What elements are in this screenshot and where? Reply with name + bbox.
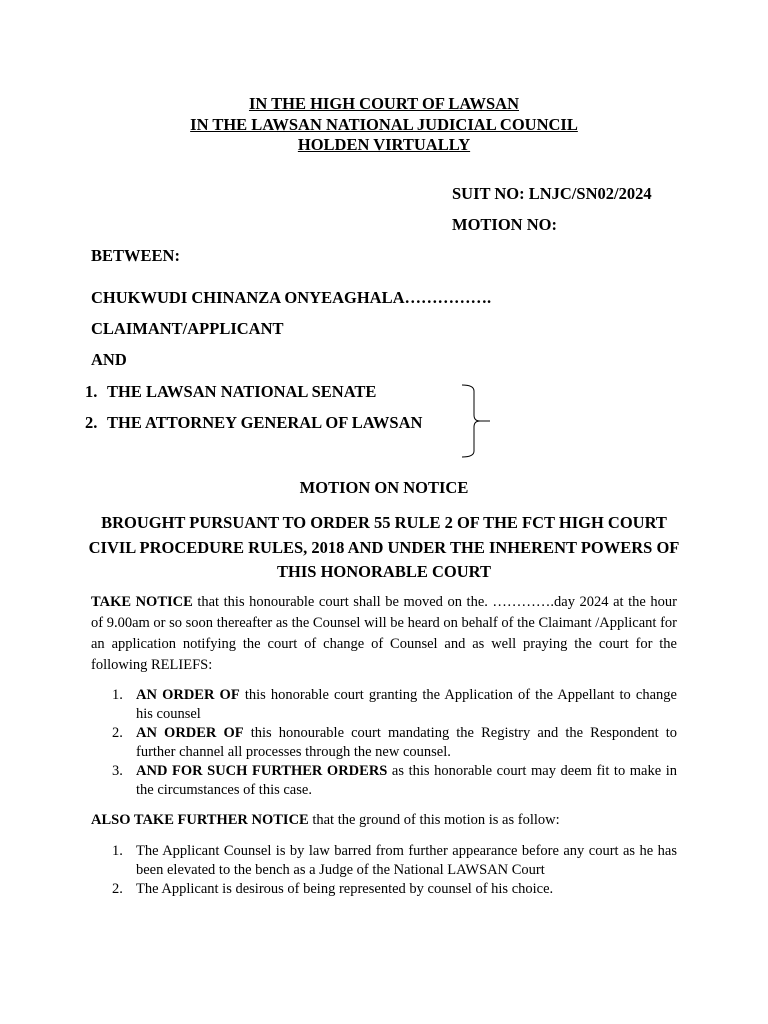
heading-line-2: IN THE LAWSAN NATIONAL JUDICIAL COUNCIL xyxy=(190,114,578,134)
motion-title: MOTION ON NOTICE xyxy=(299,478,469,497)
list-item xyxy=(91,880,677,899)
respondent-2 xyxy=(85,413,422,433)
respondent-1-number: 1. xyxy=(85,382,98,401)
take-notice-text: that this honourable court shall be moved on the. ………….day 2024 at the hour of 9.00am or so soon thereafter as the Counsel will be heard on behalf of the Claimant /Applicant for an application notifying the court of change of Counsel and as well praying the court for the following RELIEFS: xyxy=(91,594,677,673)
respondent-2-number: 2. xyxy=(85,413,98,432)
heading-line-1: IN THE HIGH COURT OF LAWSAN xyxy=(248,94,520,113)
further-notice-text: that the ground of this motion is as follow: xyxy=(308,812,560,828)
list-item xyxy=(91,686,677,724)
motion-number: MOTION NO: xyxy=(452,215,557,234)
relief-1-text: this honorable court granting the Application of the Appellant to change his counsel xyxy=(136,687,677,722)
list-item xyxy=(91,762,677,800)
heading-line-3: HOLDEN VIRTUALLY xyxy=(297,135,471,154)
relief-3-number: 3. xyxy=(112,763,123,779)
pursuant-statement: BROUGHT PURSUANT TO ORDER 55 RULE 2 OF THE FCT HIGH COURT CIVIL PROCEDURE RULES, 2018 AND UNDER THE INHERENT POWERS OF THIS HONORABLE COURT xyxy=(88,513,680,581)
relief-1-lead: AN ORDER OF xyxy=(136,687,240,703)
respondent-1-name: THE LAWSAN NATIONAL SENATE xyxy=(107,382,377,401)
ground-2-text: The Applicant is desirous of being represented by counsel of his choice. xyxy=(136,881,554,897)
reliefs-list xyxy=(91,686,677,800)
respondents-brace xyxy=(458,383,498,459)
and-label: AND xyxy=(91,350,127,369)
relief-3-text: as this honorable court may deem fit to make in the circumstances of this case. xyxy=(136,763,677,798)
take-notice-lead: TAKE NOTICE xyxy=(91,594,193,610)
ground-1-text: The Applicant Counsel is by law barred from further appearance before any court as he has been elevated to the bench as a Judge of the National LAWSAN Court xyxy=(136,843,677,878)
take-notice-paragraph xyxy=(91,592,677,676)
claimant-name: CHUKWUDI CHINANZA ONYEAGHALA……………. xyxy=(91,288,492,307)
respondent-1 xyxy=(85,382,376,402)
relief-2-number: 2. xyxy=(112,725,123,741)
relief-2-text: this honourable court mandating the Registry and the Respondent to further channel all processes through the new counsel. xyxy=(136,725,677,760)
claimant-role: CLAIMANT/APPLICANT xyxy=(91,319,284,338)
ground-1-number: 1. xyxy=(112,843,123,859)
further-notice-lead: ALSO TAKE FURTHER NOTICE xyxy=(91,812,309,828)
respondent-2-name: THE ATTORNEY GENERAL OF LAWSAN xyxy=(107,413,423,432)
between-label: BETWEEN: xyxy=(91,246,180,265)
court-heading xyxy=(0,94,768,156)
grounds-list xyxy=(91,842,677,899)
list-item xyxy=(91,724,677,762)
ground-2-number: 2. xyxy=(112,881,123,897)
relief-3-lead: AND FOR SUCH FURTHER ORDERS xyxy=(136,763,388,779)
suit-number: SUIT NO: LNJC/SN02/2024 xyxy=(452,184,652,203)
relief-2-lead: AN ORDER OF xyxy=(136,725,244,741)
further-notice-paragraph xyxy=(91,810,677,831)
relief-1-number: 1. xyxy=(112,687,123,703)
list-item xyxy=(91,842,677,880)
